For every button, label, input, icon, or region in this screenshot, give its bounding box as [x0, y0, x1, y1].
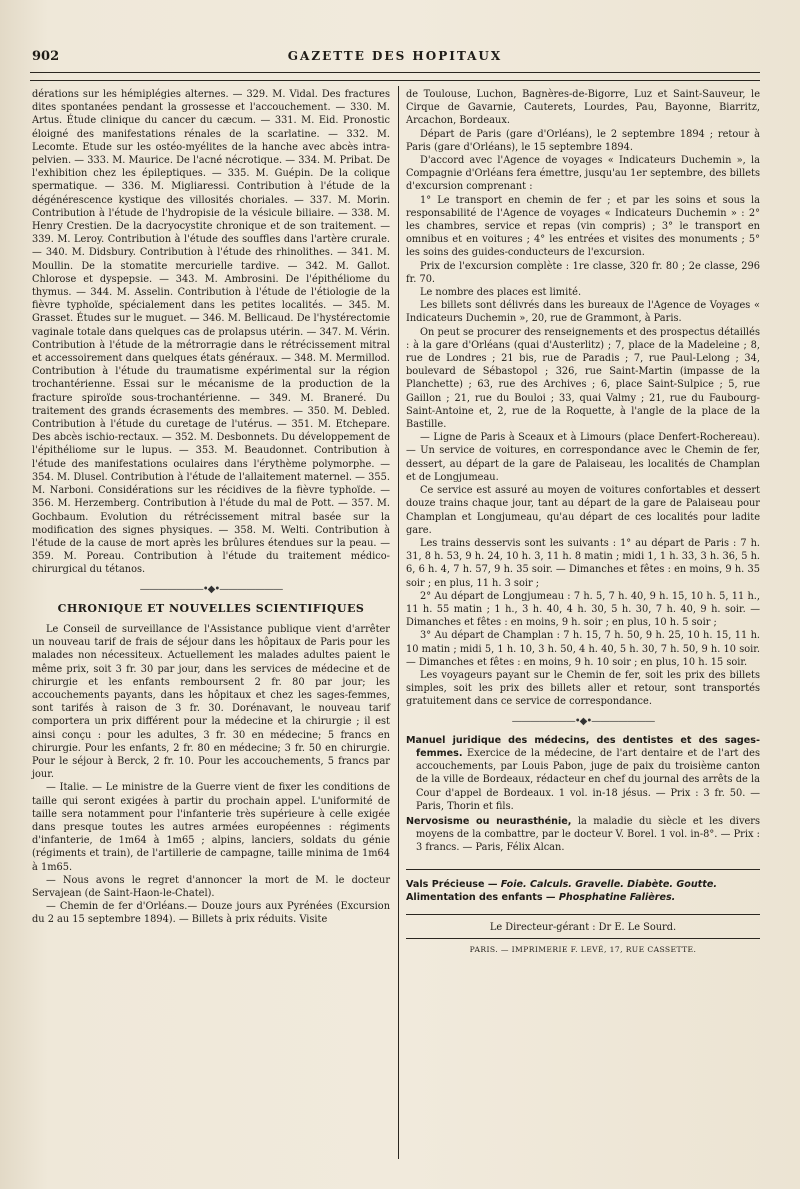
- bibliography-title: Manuel juridique des médecins, des dentistes et des sages-femmes.: [406, 734, 760, 759]
- paragraph-assistance-publique: Le Conseil de surveillance de l'Assistance publique vient d'arrêter un nouveau tarif de frais de séjour dans les hôpitaux de Paris pour les malades non nécessiteux. Actuellement les malades adultes paient le même prix, soit 3 fr. 30 par jour, dans les services de médecine et de chirurgie et les enfants remboursent 2 fr. 80 par jour; les accouchements payants, dans les hôpitaux et chez les sages-femmes, sont tarifés à raison de 3 fr. 30. Dorénavant, le nouveau tarif comportera un prix différent pour la médecine et la chirurgie ; il est ainsi conçu : pour les adultes, 3 fr. 30 en médecine; 5 francs en chirurgie. Pour les enfants, 2 fr. 80 en médecine; 3 fr. 50 en chirurgie. Pour le séjour à Berck, 2 fr. 10. Pour les accouchements, 5 francs par jour.: [32, 623, 390, 781]
- director-signature: Le Directeur-gérant : Dr E. Le Sourd.: [406, 914, 760, 934]
- bibliography-text: Exercice de la médecine, de l'art dentaire et de l'art des accouchements, par Louis Pabon, juge de paix du troisième canton de la ville de Bordeaux, rédacteur en chef du journal des arrêts de la Cour d'appel de Bordeaux. 1 vol. in-18 jésus. — Prix : 3 fr. 50. — Paris, Thorin et fils.: [416, 747, 760, 812]
- bibliography-text: la maladie du siècle et les divers moyens de la combattre, par le docteur V. Borel. 1 vol. in-8°. — Prix : 3 francs. — Paris, Félix Alcan.: [416, 815, 760, 854]
- paragraph-champlan: 3° Au départ de Champlan : 7 h. 15, 7 h. 50, 9 h. 25, 10 h. 15, 11 h. 10 matin ; midi 5, 1 h. 10, 3 h. 50, 4 h. 40, 5 h. 30, 7 h. 50, 9 h. 10 soir. — Dimanches et fêtes : en moins, 9 h. 10 soir ; en plus, 10 h. 15 soir.: [406, 630, 760, 668]
- section-separator: ———————•◆•———————: [511, 715, 655, 727]
- paragraph-voyageurs: Les voyageurs payant sur le Chemin de fer, soit les prix des billets simples, soit les prix des billets aller et retour, sont transportés gratuitement dans ce service de correspondance.: [406, 669, 760, 708]
- advertisements: [406, 869, 760, 904]
- bibliography-entry: [406, 815, 760, 855]
- paragraph-deces: — Nous avons le regret d'annoncer la mort de M. le docteur Servajean (de Saint-Haon-le-Chatel).: [32, 874, 390, 899]
- paragraph-sceaux: — Ligne de Paris à Sceaux et à Limours (place Denfert-Rochereau). — Un service de voitures, en correspondance avec le Chemin de fer, dessert, au départ de la gare de Palaiseau, les localités de Champlan et de Longjumeau.: [406, 432, 760, 483]
- paragraph-items: 1° Le transport en chemin de fer ; et par les soins et sous la responsabilité de l'Agence de voyages « Indicateurs Duchemin » : 2° les chambres, service et repas (vin compris) ; 3° le transport en omnibus et en voitures ; 4° les entrées et visites des monuments ; 5° les soins des guides-conducteurs de l'excursion.: [406, 194, 760, 259]
- header-rule-bottom: [30, 80, 760, 81]
- bibliography-entry: [406, 734, 760, 813]
- bibliography: [406, 734, 760, 855]
- theses-list: dérations sur les hémiplégies alternes. — 329. M. Vidal. Des fractures dites spontanées pendant la grossesse et l'accouchement. — 330. M. Artus. Étude clinique du cancer du cæcum. — 331. M. Eid. Pronostic éloigné des manifestations rénales de la scarlatine. — 332. M. Lecomte. Etude sur les ostéo-myélites de la hanche avec abcès intra-pelvien. — 333. M. Maurice. De l'acné nécrotique. — 334. M. Pribat. De l'exhibition chez les épileptiques. — 335. M. Guépin. De la colique spermatique. — 336. M. Migliaressi. Contribution à l'étude de la dégénérescence kystique des villosités choriales. — 337. M. Morin. Contribution à l'étude de l'hydropisie de la vésicule biliaire. — 338. M. Henry Crestien. De la dacryocystite chronique et de son traitement. — 339. M. Leroy. Contribution à l'étude des souffles dans l'artère crurale. — 340. M. Didsbury. Contribution à l'étude des rhinolithes. — 341. M. Moullin. De la stomatite mercurielle tardive. — 342. M. Gallot. Chlorose et dyspepsie. — 343. M. Ambrosini. De l'épithéliome du thymus. — 344. M. Asselin. Contribution à l'étude de l'étiologie de la fièvre typhoïde, spécialement dans les petites localités. — 345. M. Grasset. Études sur le muguet. — 346. M. Bellicaud. De l'hystérectomie vaginale totale dans quelques cas de prolapsus utérin. — 347. M. Vérin. Contribution à l'étude de la métrorragie dans le rétrécissement mitral et accessoirement dans quelques états généraux. — 348. M. Mermillod. Contribution à l'étude du traumatisme expérimental sur la région trochantérienne. Essai sur le mécanisme de la production de la fracture spiroïde sous-trochantérienne. — 349. M. Braneré. Du traitement des grands écrasements des membres. — 350. M. Debled. Contribution à l'étude du curetage de l'utérus. — 351. M. Etchepare. Des abcès ischio-rectaux. — 352. M. Desbonnets. Du développement de l'épithéliome sur le lupus. — 353. M. Beaudonnet. Contribution à l'étude des manifestations oculaires dans l'érythème polymorphe. — 354. M. Dlusel. Contribution à l'étude de l'allaitement maternel. — 355. M. Narboni. Considérations sur les récidives de la fièvre typhoïde. — 356. M. Herzemberg. Contribution à l'étude du mal de Pott. — 357. M. Gochbaum. Evolution du rétrécissement mitral basée sur la modification des signes physiques. — 358. M. Welti. Contribution à l'étude de la cause de mort après les brûlures étendues sur la peau. — 359. M. Poreau. Contribution à l'étude du traitement médico-chirurgical du tétanos.: [32, 89, 390, 576]
- ad-text: Foie. Calculs. Gravelle. Diabète. Goutte.: [500, 878, 717, 890]
- printer-line: PARIS. — IMPRIMERIE F. LEVÉ, 17, RUE CASSETTE.: [406, 938, 760, 956]
- paragraph-service: Ce service est assuré au moyen de voitures confortables et dessert douze trains chaque jour, tant au départ de la gare de Palaiseau pour Champlan et Longjumeau, qu'au départ de ces localités pour ladite gare.: [406, 485, 760, 536]
- paragraph-continuation: de Toulouse, Luchon, Bagnères-de-Bigorre, Luz et Saint-Sauveur, le Cirque de Gavarnie, Cauterets, Lourdes, Pau, Bayonne, Biarritz, Arcachon, Bordeaux.: [406, 89, 760, 127]
- journal-title: GAZETTE DES HOPITAUX: [287, 49, 503, 63]
- page-header: [30, 46, 760, 68]
- left-column: [32, 88, 390, 927]
- paragraph-depart: Départ de Paris (gare d'Orléans), le 2 septembre 1894 ; retour à Paris (gare d'Orléans), le 15 septembre 1894.: [406, 128, 760, 153]
- bibliography-title: Nervosisme ou neurasthénie,: [406, 815, 572, 827]
- paragraph-renseignements: On peut se procurer des renseignements et des prospectus détaillés : à la gare d'Orléans (quai d'Austerlitz) ; 7, place de la Madeleine ; 8, rue de Londres ; 21 bis, rue de Paradis ; 7, rue Paul-Lelong ; 34, boulevard de Sébastopol ; 326, rue Saint-Martin (impasse de la Planchette) ; 63, rue des Archives ; 6, place Saint-Sulpice ; 5, rue Gaillon ; 21, rue du Bouloi ; 33, quai Valmy ; 21, rue du Faubourg-Saint-Antoine et, 2, rue de la Roquette, à l'angle de la place de la Bastille.: [406, 326, 760, 431]
- ad-label: Alimentation des enfants —: [406, 891, 556, 903]
- paragraph-accord: D'accord avec l'Agence de voyages « Indicateurs Duchemin », la Compagnie d'Orléans fera émettre, jusqu'au 1er septembre, des billets d'excursion comprenant :: [406, 155, 760, 193]
- paragraph-italie: — Italie. — Le ministre de la Guerre vient de fixer les conditions de taille qui seront exigées à partir du prochain appel. L'uniformité de taille sera notamment pour l'infanterie très supérieure à celle exigée dans presque toutes les autres armées européennes : régiments d'infanterie, de 1m64 à 1m65 ; alpins, lanciers, soldats du génie (régiments et train), de l'artillerie de campagne, taille minima de 1m64 à 1m65.: [32, 782, 390, 873]
- ad-label: Vals Précieuse —: [406, 878, 498, 890]
- ad-text: Phosphatine Falières.: [558, 891, 676, 903]
- chronicle-heading: CHRONIQUE ET NOUVELLES SCIENTIFIQUES: [57, 601, 365, 615]
- advertisement: [406, 891, 760, 904]
- header-rule-top: [30, 72, 760, 73]
- paragraph-billets: Les billets sont délivrés dans les bureaux de l'Agence de Voyages « Indicateurs Duchemin », 20, rue de Grammont, à Paris.: [406, 300, 760, 325]
- advertisement: [406, 878, 760, 891]
- section-separator: ———————•◆•———————: [139, 583, 283, 595]
- paragraph-trains: Les trains desservis sont les suivants : 1° au départ de Paris : 7 h. 31, 8 h. 53, 9 h. 24, 10 h. 3, 11 h. 8 matin ; midi 1, 1 h. 33, 3 h. 36, 5 h. 6, 6 h. 4, 7 h. 57, 9 h. 35 soir. — Dimanches et fêtes : en moins, 9 h. 35 soir ; en plus, 11 h. 3 soir ;: [406, 537, 760, 589]
- page-number: 902: [32, 49, 60, 64]
- column-divider: [398, 86, 399, 1159]
- paragraph-prix: Prix de l'excursion complète : 1re classe, 320 fr. 80 ; 2e classe, 296 fr. 70.: [406, 260, 760, 285]
- paragraph-nombre: Le nombre des places est limité.: [420, 287, 582, 299]
- paragraph-chemin-de-fer: — Chemin de fer d'Orléans.— Douze jours aux Pyrénées (Excursion du 2 au 15 septembre 1894). — Billets à prix réduits. Visite: [32, 901, 390, 926]
- paragraph-longjumeau: 2° Au départ de Longjumeau : 7 h. 5, 7 h. 40, 9 h. 15, 10 h. 5, 11 h., 11 h. 55 matin ; 1 h., 3 h. 40, 4 h. 30, 5 h. 30, 7 h. 40, 9 h. soir. — Dimanches et fêtes : en moins, 9 h. soir ; en plus, 10 h. 5 soir ;: [406, 590, 760, 629]
- right-column: [406, 88, 760, 956]
